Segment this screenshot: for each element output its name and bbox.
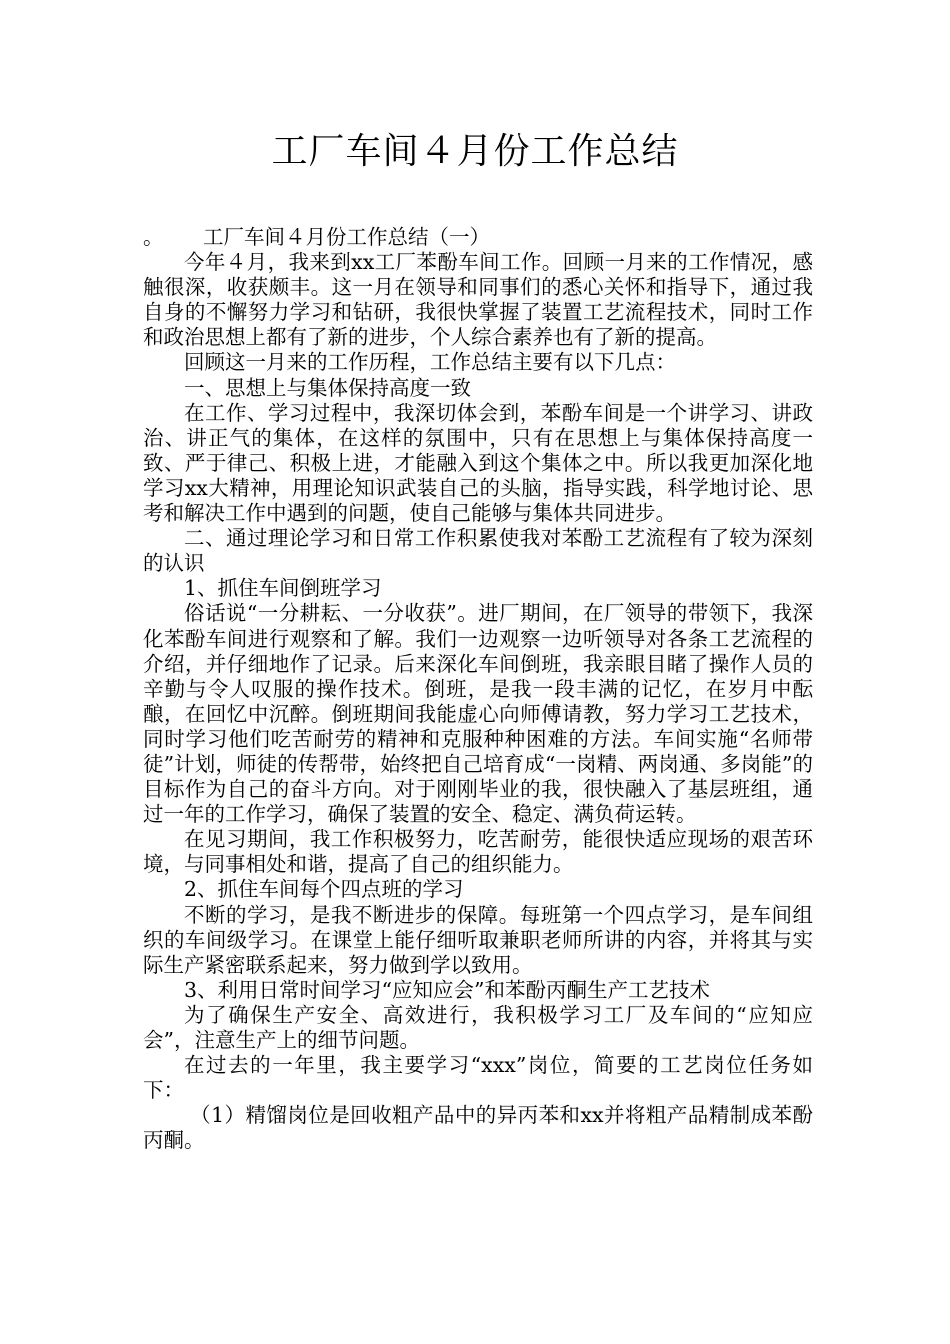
heading-subsection-3: 3、利用日常时间学习“应知应会”和苯酚丙酮生产工艺技术 (184, 977, 711, 1002)
paragraph-review: 回顾这一月来的工作历程，工作总结主要有以下几点： (184, 350, 676, 375)
subtitle: 工厂车间４月份工作总结（一） (203, 225, 490, 249)
list-item-distillation: （1）精馏岗位是回收粗产品中的异丙苯和xx并将粗产品精制成苯酚丙酮。 (143, 1103, 813, 1153)
paragraph-intro: 今年４月，我来到xx工厂苯酚车间工作。回顾一月来的工作情况，感触很深，收获颇丰。这一月在领导和同事们的悉心关怀和指导下，通过我自身的不懈努力学习和钻研，我很快掌握了装置工艺流程技术，同时工作和政治思想上都有了新的进步，个人综合素养也有了新的提高。 (143, 250, 813, 350)
leading-mark: 。 (143, 225, 164, 249)
paragraph-subsection-1: 俗话说“一分耕耘、一分收获”。进厂期间，在厂领导的带领下，我深化苯酚车间进行观察和了解。我们一边观察一边听领导对各条工艺流程的介绍，并仔细地作了记录。后来深化车间倒班，我亲眼目睹了操作人员的辛勤与令人叹服的操作技术。倒班，是我一段丰满的记忆，在岁月中酝酿，在回忆中沉醉。倒班期间我能虚心向师傅请教，努力学习工艺技术，同时学习他们吃苦耐劳的精神和克服种种困难的方法。车间实施“名师带徒”计划，师徒的传帮带，始终把自己培育成“一岗精、两岗通、多岗能”的目标作为自己的奋斗方向。对于刚刚毕业的我，很快融入了基层班组，通过一年的工作学习，确保了装置的安全、稳定、满负荷运转。 (143, 601, 813, 827)
heading-subsection-2: 2、抓住车间每个四点班的学习 (184, 877, 464, 902)
document-body (143, 225, 813, 1153)
heading-section-1: 一、思想上与集体保持高度一致 (184, 375, 471, 400)
heading-section-2: 二、通过理论学习和日常工作积累使我对苯酚工艺流程有了较为深刻的认识 (143, 526, 813, 576)
paragraph-subsection-3: 为了确保生产安全、高效进行，我积极学习工厂及车间的“应知应会”，注意生产上的细节问题。 (143, 1002, 813, 1052)
page-title: 工厂车间４月份工作总结 (271, 131, 679, 172)
paragraph-section-1: 在工作、学习过程中，我深切体会到，苯酚车间是一个讲学习、讲政治、讲正气的集体，在这样的氛围中，只有在思想上与集体保持高度一致、严于律己、积极上进，才能融入到这个集体之中。所以我更加深化地学习xx大精神，用理论知识武装自己的头脑，指导实践，科学地讨论、思考和解决工作中遇到的问题，使自己能够与集体共同进步。 (143, 400, 813, 526)
subtitle-line (143, 225, 813, 250)
paragraph-subsection-2: 不断的学习，是我不断进步的保障。每班第一个四点学习，是车间组织的车间级学习。在课堂上能仔细听取兼职老师所讲的内容，并将其与实际生产紧密联系起来，努力做到学以致用。 (143, 902, 813, 977)
paragraph-internship: 在见习期间，我工作积极努力，吃苦耐劳，能很快适应现场的艰苦环境，与同事相处和谐，提高了自己的组织能力。 (143, 827, 813, 877)
heading-subsection-1: 1、抓住车间倒班学习 (184, 576, 382, 601)
paragraph-past-year: 在过去的一年里，我主要学习“xxx”岗位，简要的工艺岗位任务如下： (143, 1053, 813, 1103)
